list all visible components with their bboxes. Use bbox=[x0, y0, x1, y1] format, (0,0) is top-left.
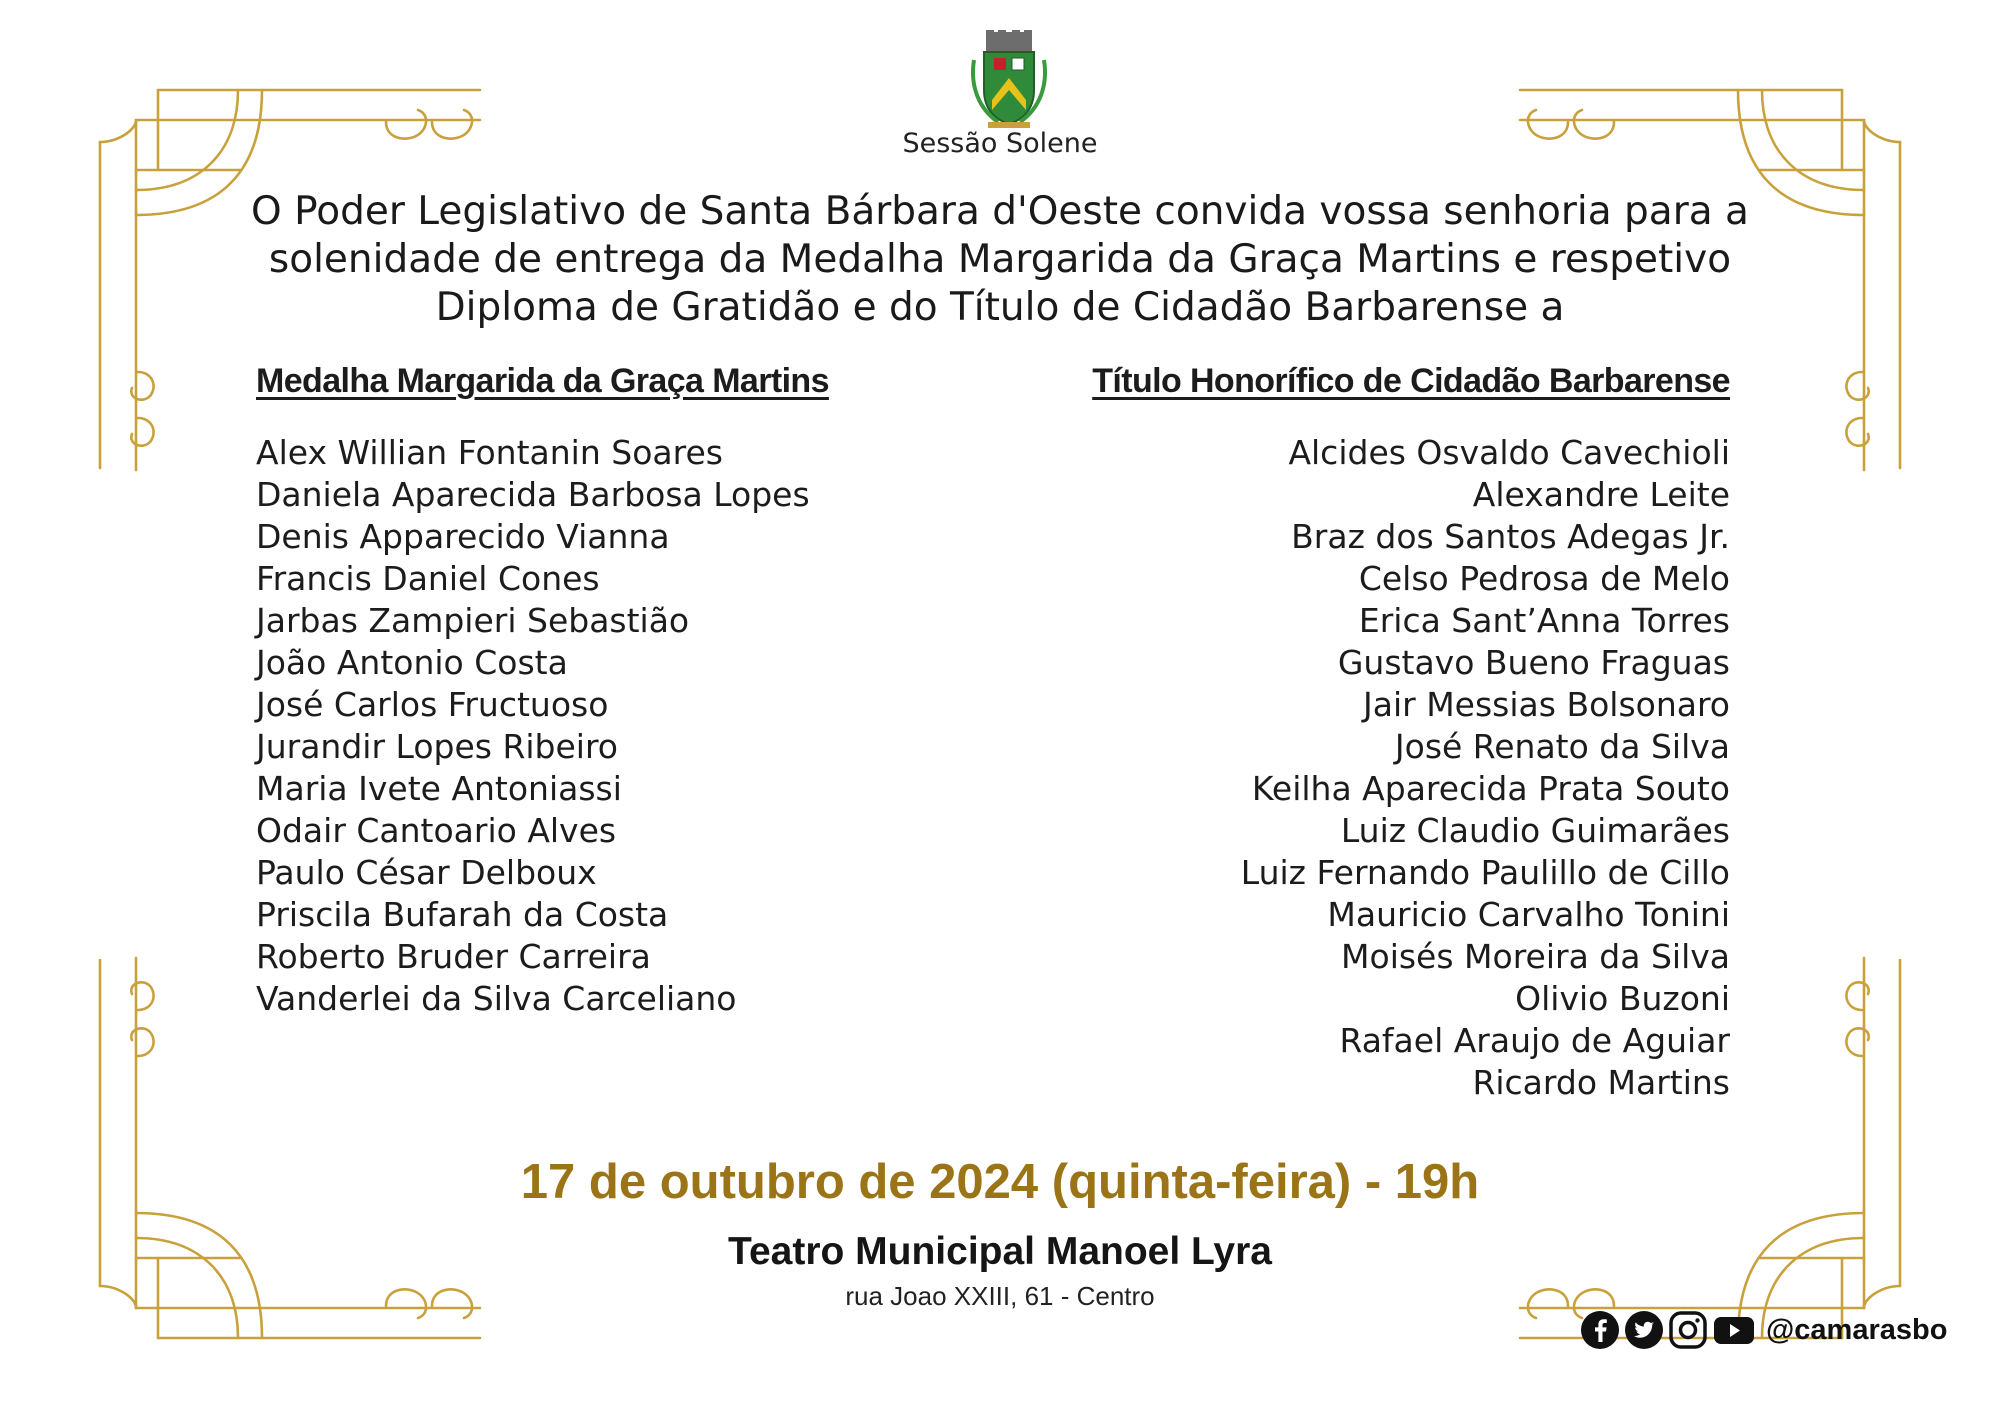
honoree-name: Jarbas Zampieri Sebastião bbox=[256, 601, 690, 640]
honoree-name: Paulo César Delboux bbox=[256, 853, 597, 892]
honoree-name: Roberto Bruder Carreira bbox=[256, 937, 651, 976]
honoree-name: Celso Pedrosa de Melo bbox=[1358, 559, 1730, 598]
facebook-icon[interactable] bbox=[1580, 1310, 1620, 1350]
honoree-name: Braz dos Santos Adegas Jr. bbox=[1291, 517, 1730, 556]
titulo-column bbox=[1000, 362, 1730, 1104]
honoree-name: Alexandre Leite bbox=[1472, 475, 1730, 514]
instagram-icon[interactable] bbox=[1668, 1310, 1708, 1350]
honoree-name: Denis Apparecido Vianna bbox=[256, 517, 670, 556]
honoree-name: Alex Willian Fontanin Soares bbox=[256, 433, 723, 472]
medalha-column bbox=[256, 362, 976, 1020]
honoree-name: Daniela Aparecida Barbosa Lopes bbox=[256, 475, 810, 514]
event-venue: Teatro Municipal Manoel Lyra bbox=[728, 1230, 1272, 1273]
event-address: rua Joao XXIII, 61 - Centro bbox=[845, 1281, 1155, 1311]
event-date: 17 de outubro de 2024 (quinta-feira) - 19h bbox=[520, 1155, 1480, 1209]
medalha-names-list bbox=[256, 432, 976, 1020]
honoree-name: José Renato da Silva bbox=[1394, 727, 1730, 766]
invitation-text bbox=[230, 188, 1770, 332]
municipal-crest-logo bbox=[968, 30, 1050, 130]
honoree-name: Francis Daniel Cones bbox=[256, 559, 600, 598]
honoree-name: Erica Sant’Anna Torres bbox=[1358, 601, 1730, 640]
invitation-line: solenidade de entrega da Medalha Margarida da Graça Martins e respetivo bbox=[268, 237, 1732, 282]
honoree-name: Alcides Osvaldo Cavechioli bbox=[1288, 433, 1730, 472]
honoree-name: Luiz Fernando Paulillo de Cillo bbox=[1240, 853, 1730, 892]
honoree-name: Mauricio Carvalho Tonini bbox=[1327, 895, 1730, 934]
honoree-name: Luiz Claudio Guimarães bbox=[1340, 811, 1730, 850]
invitation-line: O Poder Legislativo de Santa Bárbara d'Oeste convida vossa senhoria para a bbox=[251, 189, 1749, 234]
invitation-line: Diploma de Gratidão e do Título de Cidadão Barbarense a bbox=[435, 285, 1565, 330]
honoree-name: Ricardo Martins bbox=[1472, 1063, 1730, 1102]
social-handle[interactable]: @camarasbo bbox=[1766, 1313, 1948, 1346]
session-label: Sessão Solene bbox=[902, 128, 1098, 159]
youtube-icon[interactable] bbox=[1712, 1310, 1756, 1350]
honoree-name: Maria Ivete Antoniassi bbox=[256, 769, 622, 808]
honoree-name: Gustavo Bueno Fraguas bbox=[1337, 643, 1730, 682]
honoree-name: Vanderlei da Silva Carceliano bbox=[256, 979, 737, 1018]
social-media-bar bbox=[1580, 1308, 1947, 1352]
honoree-name: Rafael Araujo de Aguiar bbox=[1339, 1021, 1730, 1060]
honoree-name: Odair Cantoario Alves bbox=[256, 811, 617, 850]
honoree-name: Olivio Buzoni bbox=[1515, 979, 1730, 1018]
honoree-name: Jair Messias Bolsonaro bbox=[1363, 685, 1730, 724]
honoree-name: Moisés Moreira da Silva bbox=[1341, 937, 1730, 976]
medalha-heading: Medalha Margarida da Graça Martins bbox=[256, 362, 829, 400]
honoree-name: Priscila Bufarah da Costa bbox=[256, 895, 669, 934]
honoree-name: Jurandir Lopes Ribeiro bbox=[256, 727, 619, 766]
honoree-name: José Carlos Fructuoso bbox=[256, 685, 609, 724]
honoree-name: Keilha Aparecida Prata Souto bbox=[1251, 769, 1730, 808]
titulo-heading: Título Honorífico de Cidadão Barbarense bbox=[1092, 362, 1730, 400]
titulo-names-list bbox=[1000, 432, 1730, 1104]
twitter-icon[interactable] bbox=[1624, 1310, 1664, 1350]
honoree-name: João Antonio Costa bbox=[256, 643, 568, 682]
